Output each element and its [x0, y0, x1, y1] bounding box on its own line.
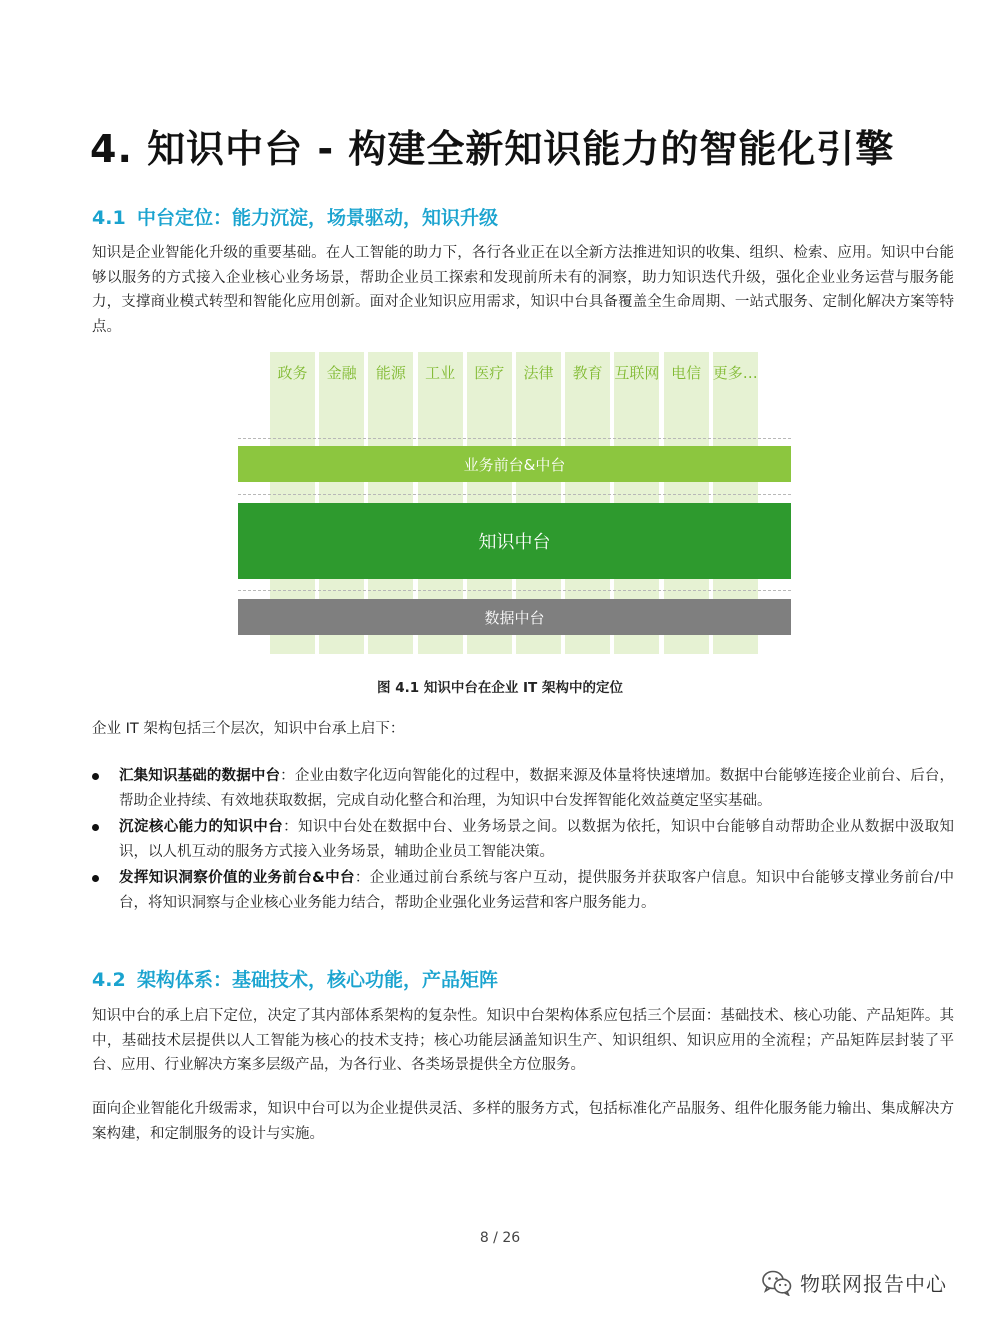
intro-line: 企业 IT 架构包括三个层次，知识中台承上启下：: [92, 721, 405, 737]
list-item: [92, 866, 954, 915]
industry-label: 政务: [277, 364, 308, 382]
knowledge-layer: 知识中台: [238, 503, 791, 579]
bullet-text: ：知识中台处在数据中台、业务场景之间。以数据为依托，知识中台能够自动帮助企业从数据中汲取知识，以人机互动的服务方式接入业务场景，辅助企业员工智能决策。: [119, 819, 955, 860]
business-layer: 业务前台&中台: [238, 446, 791, 482]
bullet-list: [92, 764, 954, 917]
section-4-2-paragraph-2: 面向企业智能化升级需求，知识中台可以为企业提供灵活、多样的服务方式，包括标准化产品服务、组件化服务能力输出、集成解决方案构建，和定制服务的设计与实施。: [92, 1101, 954, 1142]
bullet-text: ：企业通过前台系统与客户互动，提供服务并获取客户信息。知识中台能够支撑业务前台/中台，将知识洞察与企业核心业务能力结合，帮助企业强化业务运营和客户服务能力。: [119, 870, 954, 911]
figure-caption: 图 4.1 知识中台在企业 IT 架构中的定位: [377, 680, 623, 696]
architecture-diagram: [238, 352, 791, 654]
page-number: 8 / 26: [479, 1230, 521, 1246]
list-item: [92, 815, 954, 864]
section-number: 4.2: [92, 969, 126, 991]
bullet-bold: 汇集知识基础的数据中台: [119, 768, 281, 784]
industry-label: 工业: [425, 364, 456, 382]
data-layer: 数据中台: [238, 599, 791, 635]
section-heading-4-2: [92, 965, 498, 992]
bullet-text: ：企业由数字化迈向智能化的过程中，数据来源及体量将快速增加。数据中台能够连接企业前台、后台，帮助企业持续、有效地获取数据，完成自动化整合和治理，为知识中台发挥智能化效益奠定坚实基础。: [119, 768, 954, 809]
industry-label: 互联网: [614, 364, 660, 382]
dashed-divider: [238, 590, 791, 591]
industry-label: 金融: [326, 364, 357, 382]
dashed-divider: [238, 438, 791, 439]
chapter-title: 4. 知识中台 - 构建全新知识能力的智能化引擎: [90, 127, 895, 171]
bullet-icon: [92, 773, 99, 780]
watermark: [762, 1268, 947, 1297]
industry-label: 教育: [572, 364, 603, 382]
dashed-divider: [238, 494, 791, 495]
section-4-2-paragraph-1: 知识中台的承上启下定位，决定了其内部体系架构的复杂性。知识中台架构体系应包括三个层面：基础技术、核心功能、产品矩阵。其中，基础技术层提供以人工智能为核心的技术支持；核心功能层涵盖知识生产、知识组织、知识应用的全流程；产品矩阵层封装了平台、应用、行业解决方案多层级产品，为各行业、各类场景提供全方位服务。: [92, 1008, 954, 1073]
wechat-icon: [762, 1270, 792, 1296]
bullet-icon: [92, 824, 99, 831]
section-heading-4-1: [92, 203, 498, 230]
watermark-text: 物联网报告中心: [800, 1272, 947, 1296]
industry-label: 医疗: [474, 364, 505, 382]
bullet-bold: 发挥知识洞察价值的业务前台&中台: [119, 870, 355, 886]
industry-label: 电信: [671, 364, 702, 382]
section-number: 4.1: [92, 207, 126, 229]
section-4-1-paragraph: 知识是企业智能化升级的重要基础。在人工智能的助力下，各行各业正在以全新方法推进知识的收集、组织、检索、应用。知识中台能够以服务的方式接入企业核心业务场景，帮助企业员工探索和发现前所未有的洞察，助力知识迭代升级，强化企业业务运营与服务能力，支撑商业模式转型和智能化应用创新。面对企业知识应用需求，知识中台具备覆盖全生命周期、一站式服务、定制化解决方案等特点。: [92, 245, 954, 335]
industry-label: 更多…: [712, 364, 758, 382]
industry-label: 能源: [375, 364, 406, 382]
list-item: [92, 764, 954, 813]
section-title: 架构体系：基础技术，核心功能，产品矩阵: [137, 969, 499, 991]
industry-label: 法律: [523, 364, 554, 382]
bullet-icon: [92, 875, 99, 882]
section-title: 中台定位：能力沉淀，场景驱动，知识升级: [137, 207, 499, 229]
bullet-bold: 沉淀核心能力的知识中台: [119, 819, 284, 835]
